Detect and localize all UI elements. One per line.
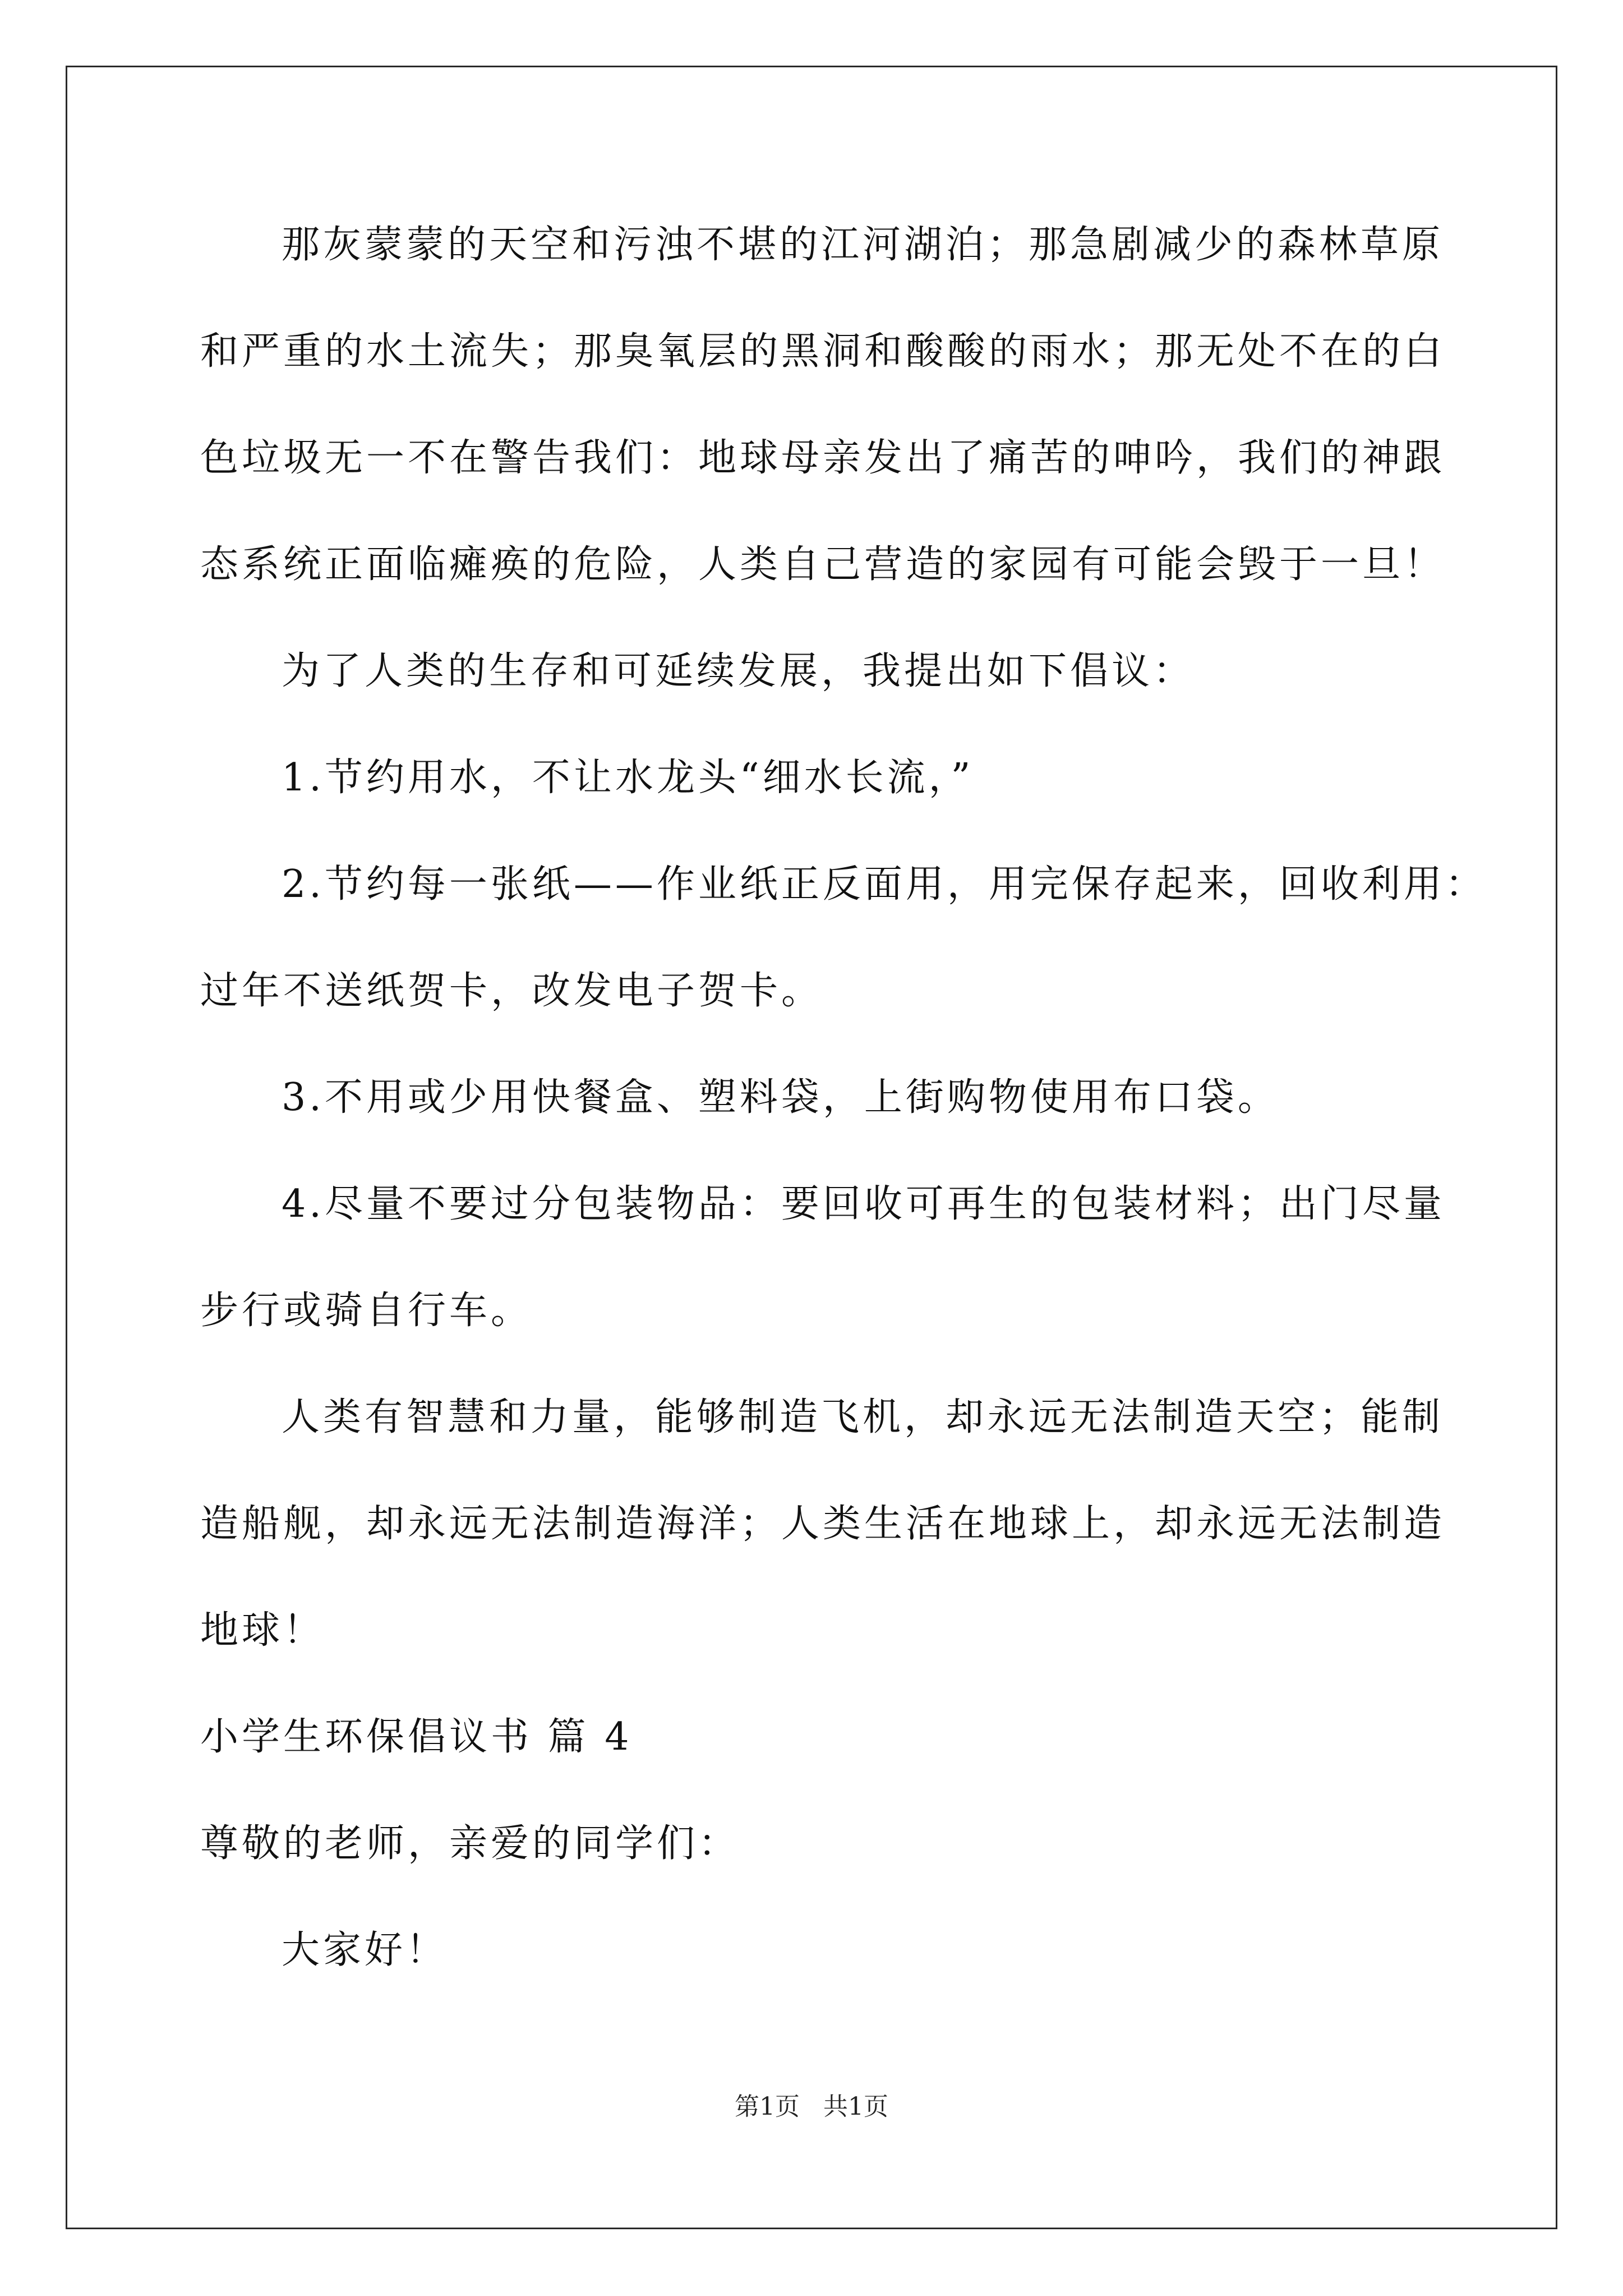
paragraph-line: 那灰蒙蒙的天空和污浊不堪的江河湖泊；那急剧减少的森林草原: [282, 223, 1444, 267]
list-item-2-continued: 过年不送纸贺卡，改发电子贺卡。: [200, 969, 823, 1013]
salutation: 尊敬的老师，亲爱的同学们：: [200, 1821, 740, 1866]
paragraph-line: 人类有智慧和力量，能够制造飞机，却永远无法制造天空；能制: [282, 1395, 1444, 1439]
paragraph-line: 造船舰，却永远无法制造海洋；人类生活在地球上，却永远无法制造: [200, 1502, 1446, 1546]
list-item-4: 4.尽量不要过分包装物品：要回收可再生的包装材料；出门尽量: [282, 1182, 1445, 1226]
list-item-4-continued: 步行或骑自行车。: [200, 1289, 533, 1333]
paragraph-line: 和严重的水土流失；那臭氧层的黑洞和酸酸的雨水；那无处不在的白: [200, 329, 1446, 374]
paragraph-line: 态系统正面临瘫痪的危险，人类自己营造的家园有可能会毁于一旦！: [200, 542, 1446, 587]
page-number-footer: 第1页 共1页: [735, 2092, 888, 2121]
list-item-2: 2.节约每一张纸——作业纸正反面用，用完保存起来，回收利用：: [282, 862, 1487, 907]
page-border: [66, 66, 1557, 2229]
greeting: 大家好！: [282, 1928, 448, 1972]
section-heading: 小学生环保倡议书 篇 4: [200, 1715, 633, 1759]
list-item-3: 3.不用或少用快餐盒、塑料袋，上街购物使用布口袋。: [282, 1075, 1279, 1120]
list-item-1: 1.节约用水，不让水龙头“细水长流，”: [282, 756, 974, 800]
paragraph-line: 色垃圾无一不在警告我们：地球母亲发出了痛苦的呻吟，我们的神跟: [200, 436, 1446, 480]
paragraph-line: 地球！: [200, 1608, 325, 1653]
paragraph-line: 为了人类的生存和可延续发展，我提出如下倡议：: [282, 649, 1195, 693]
